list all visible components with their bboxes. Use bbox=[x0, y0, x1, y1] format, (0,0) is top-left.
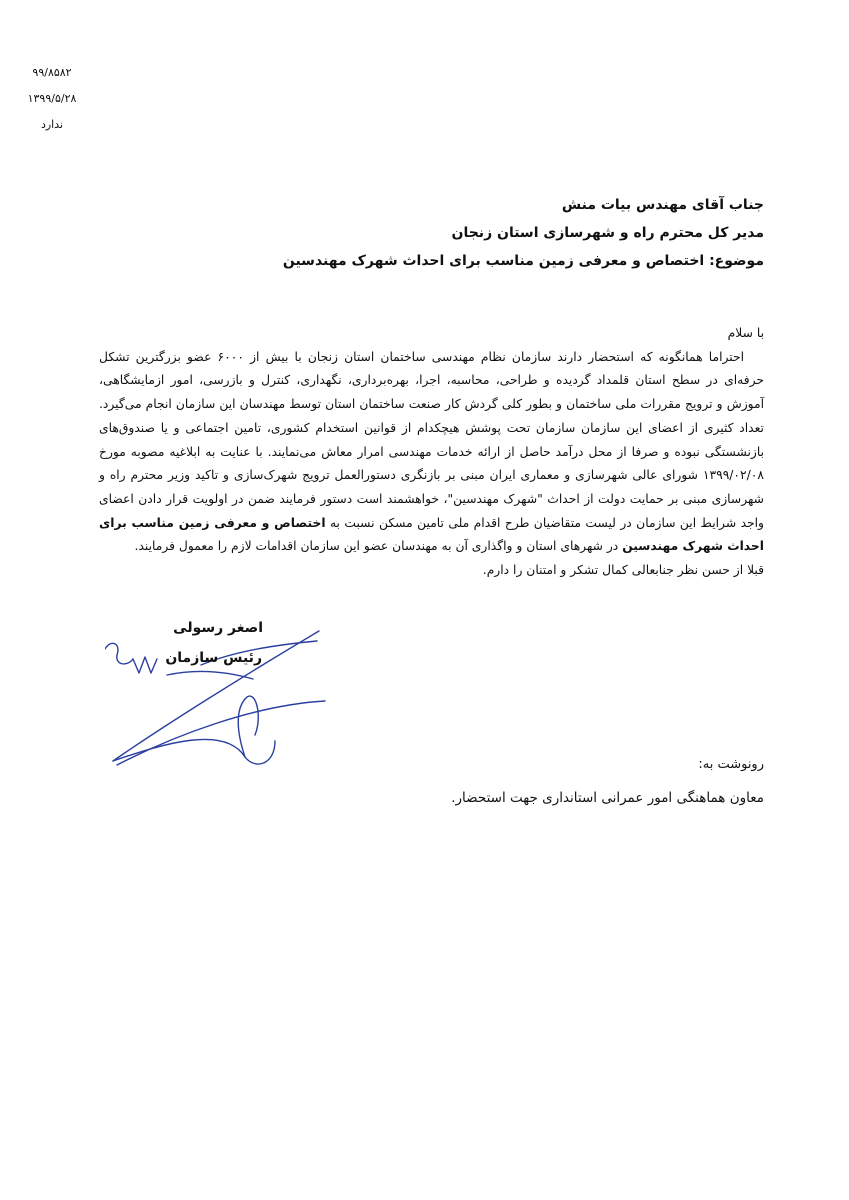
signatory-title: رئیس سازمان bbox=[165, 650, 262, 666]
letter-number: ۹۹/۸۵۸۲ bbox=[32, 66, 72, 79]
greeting: با سلام bbox=[727, 326, 764, 340]
letter-attachment: ندارد bbox=[40, 118, 64, 131]
signature-block bbox=[105, 615, 335, 775]
letter-meta bbox=[22, 60, 82, 138]
closing-line: قبلا از حسن نظر جنابعالی کمال تشکر و امتنان را دارم. bbox=[482, 563, 764, 578]
cc-item: معاون هماهنگی امور عمرانی استانداری جهت استحضار. bbox=[451, 790, 764, 806]
recipient-name: جناب آقای مهندس بیات منش bbox=[561, 197, 764, 213]
cc-label: رونوشت به: bbox=[698, 757, 764, 772]
handwritten-signature bbox=[105, 615, 335, 775]
letter-header bbox=[244, 191, 764, 275]
letter-subject: موضوع: اختصاص و معرفی زمین مناسب برای احداث شهرک مهندسین bbox=[282, 253, 764, 269]
paragraph-bold-text: اختصاص و معرفی زمین مناسب برای احداث شهرک مهندسین bbox=[99, 515, 764, 554]
signatory-name: اصغر رسولی bbox=[173, 620, 263, 636]
paragraph-text-start: احتراما همانگونه که استحضار دارند سازمان نظام مهندسی ساختمان استان زنجان با بیش از ۶۰۰۰ عضو بزرگترین تشکل حرفه‌ای در سطح استان قلمداد گردیده و طراحی، محاسبه، اجرا، بهره‌برداری، نگهداری، کنترل و بازرسی، امور ازمایشگاهی، آموزش و ترویج مقررات ملی ساختمان و بطور کلی گردش کار صنعت ساختمان استان توسط مهندسان این سازمان انجام می‌گیرد. تعداد کثیری از اعضای این سازمان سازمان تحت پوشش هیچکدام از قوانین استخدام کشوری، تامین اجتماعی و یا صندوق‌های بازنشستگی نبوده و صرفا از محل درآمد حاصل از ارائه خدمات مهندسی امرار معاش می‌نمایند. با عنایت به ابلاغیه مصوبه مورخ ۱۳۹۹/۰۲/۰۸ شورای عالی شهرسازی و معماری ایران مبنی بر بازنگری دستورالعمل ترویج شهرک‌سازی و تاکید وزیر محترم راه و شهرسازی مبنی بر حمایت دولت از احداث "شهرک مهندسین"، خواهشمند است دستور فرمایند ضمن در اولویت قرار دادن اعضای واجد شرایط این سازمان در لیست متقاضیان طرح اقدام ملی تامین مسکن نسبت به bbox=[99, 349, 764, 530]
letter-body bbox=[99, 322, 764, 583]
letter-date: ۱۳۹۹/۵/۲۸ bbox=[27, 92, 77, 105]
recipient-position: مدیر کل محترم راه و شهرسازی استان زنجان bbox=[451, 225, 764, 241]
paragraph-text-end: در شهرهای استان و واگذاری آن به مهندسان عضو این سازمان اقدامات لازم را معمول فرمایند. bbox=[134, 539, 619, 554]
main-paragraph bbox=[99, 346, 764, 559]
